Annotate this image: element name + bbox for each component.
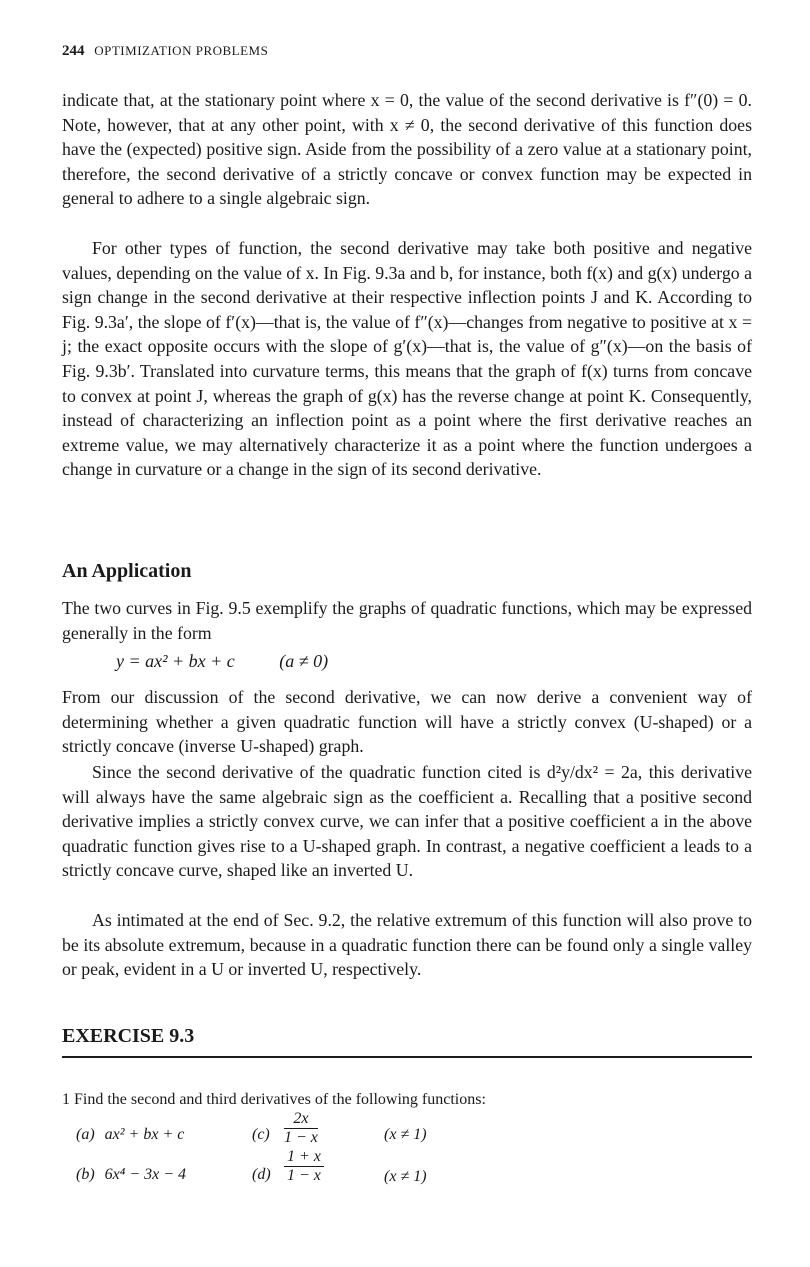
page-number: 244: [62, 43, 85, 59]
paragraph: indicate that, at the stationary point where x = 0, the value of the second derivative is f″(0) = 0. Note, however, that at any other point, with x ≠ 0, the second derivative of this function does have the (expected) positive sign. Aside from the possibility of a zero value at a stationary point, therefore, the second derivative of a strictly concave or convex function may be expected in general to adhere to a single algebraic sign.: [62, 90, 752, 209]
paragraph: The two curves in Fig. 9.5 exemplify the graphs of quadratic functions, which may be expressed generally in the form: [62, 598, 752, 643]
function-c-condition: (x ≠ 1): [384, 1126, 427, 1143]
function-c-label: (c): [252, 1126, 270, 1143]
function-b-expr: 6x⁴ − 3x − 4: [104, 1166, 187, 1183]
function-d-fraction: [284, 1148, 324, 1185]
paragraph: As intimated at the end of Sec. 9.2, the relative extremum of this function will also prove to be its absolute extremum, because in a quadratic function there can be found only a single valley or peak, evident in a U or inverted U, respectively.: [62, 910, 752, 980]
paragraph: Since the second derivative of the quadratic function cited is d²y/dx² = 2a, this derivative will always have the same algebraic sign as the coefficient a. Recalling that a positive second derivative implies a strictly convex curve, we can infer that a positive coefficient a in the above quadratic function gives rise to a U-shaped graph. In contrast, a negative coefficient a leads to a strictly concave curve, shaped like an inverted U.: [62, 762, 752, 881]
quadratic-equation: [116, 651, 328, 672]
function-c-denominator: 1 − x: [284, 1129, 318, 1146]
function-d-label: (d): [252, 1166, 271, 1183]
section-heading: An Application: [62, 560, 192, 582]
function-a: [76, 1126, 184, 1144]
exercise-rule: [62, 1056, 752, 1058]
function-d-numerator: 1 + x: [284, 1148, 324, 1167]
equation-condition: (a ≠ 0): [279, 651, 329, 671]
function-b: [76, 1166, 186, 1184]
function-b-label: (b): [76, 1166, 95, 1183]
running-head-title: OPTIMIZATION PROBLEMS: [94, 43, 269, 58]
running-head: [62, 43, 268, 60]
function-a-label: (a): [76, 1126, 95, 1143]
function-a-expr: ax² + bx + c: [104, 1126, 185, 1143]
function-d-condition: (x ≠ 1): [384, 1168, 427, 1185]
paragraph: For other types of function, the second derivative may take both positive and negative values, depending on the value of x. In Fig. 9.3a and b, for instance, both f(x) and g(x) undergo a sign change in the second derivative at their respective inflection points J and K. According to Fig. 9.3a′, the slope of f′(x)—that is, the value of f″(x)—changes from negative to positive at x = j; the exact opposite occurs with the slope of g′(x)—that is, the value of g″(x)—on the basis of Fig. 9.3b′. Translated into curvature terms, this means that the graph of f(x) turns from concave to convex at point J, whereas the graph of g(x) has the reverse change at point K. Consequently, instead of characterizing an inflection point as a point where the first derivative reaches an extreme value, we may alternatively characterize it as a point where the function undergoes a change in curvature or a change in the sign of its second derivative.: [62, 238, 752, 480]
function-d-denominator: 1 − x: [287, 1167, 321, 1184]
function-c-numerator: 2x: [284, 1110, 318, 1129]
paragraph: From our discussion of the second derivative, we can now derive a convenient way of determining whether a given quadratic function will have a strictly convex (U-shaped) or a strictly concave (inverse U-shaped) graph.: [62, 687, 752, 757]
equation-formula: y = ax² + bx + c: [116, 651, 235, 671]
function-c-fraction: [284, 1110, 318, 1147]
exercise-functions: [76, 1110, 556, 1198]
exercise-heading: EXERCISE 9.3: [62, 1025, 195, 1047]
exercise-item-1: 1 Find the second and third derivatives of the following functions:: [62, 1091, 486, 1108]
